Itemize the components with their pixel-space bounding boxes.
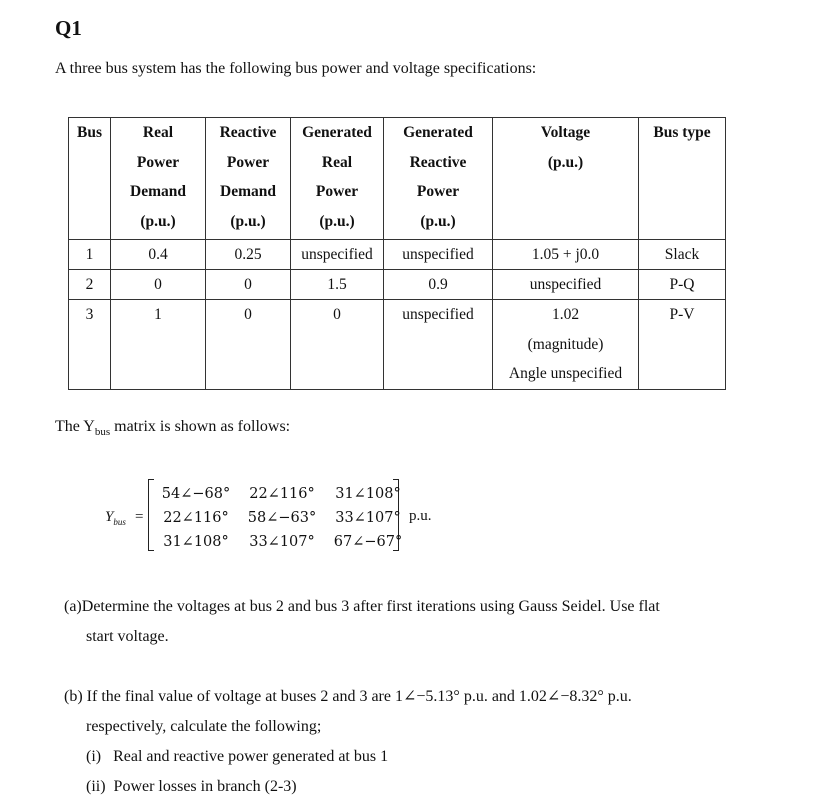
- intro-text: A three bus system has the following bus power and voltage specifications:: [55, 60, 537, 77]
- cell-bus: 1: [69, 240, 111, 270]
- matrix-cell: 31∠108°: [335, 486, 401, 502]
- cell-gen-real: unspecified: [291, 240, 384, 270]
- table-row: [69, 270, 726, 300]
- header-generated-real-power: Generated Real Power (p.u.): [291, 118, 384, 240]
- table-row: [69, 240, 726, 270]
- cell-bus: 3: [69, 300, 111, 390]
- question-title: Q1: [55, 16, 82, 40]
- ybus-symbol: $Y_{bus}$: [105, 509, 126, 527]
- cell-reactive-demand: 0: [206, 300, 291, 390]
- cell-real-demand: 0: [111, 270, 206, 300]
- matrix-cell: 33∠107°: [335, 510, 401, 526]
- table-row: [69, 300, 726, 390]
- cell-real-demand: 1: [111, 300, 206, 390]
- header-bus-type: Bus type: [639, 118, 726, 240]
- cell-gen-reactive: unspecified: [384, 240, 493, 270]
- matrix-row: [155, 531, 409, 553]
- part-a-line-1: (a)Determine the voltages at bus 2 and bus 3 after first iterations using Gauss Seidel. Use flat: [64, 598, 660, 615]
- header-voltage: Voltage (p.u.): [493, 118, 639, 240]
- cell-real-demand: 0.4: [111, 240, 206, 270]
- matrix-cell: 31∠108°: [163, 534, 229, 550]
- cell-bus-type: Slack: [639, 240, 726, 270]
- matrix-unit: p.u.: [409, 508, 432, 524]
- matrix-cell: 22∠116°: [163, 510, 229, 526]
- header-bus: Bus: [69, 118, 111, 240]
- ybus-matrix: [153, 481, 411, 555]
- part-b-sub-i: (i) Real and reactive power generated at bus 1: [86, 748, 389, 765]
- cell-voltage: 1.05 + j0.0: [493, 240, 639, 270]
- matrix-cell: 22∠116°: [249, 486, 315, 502]
- matrix-cell: 54∠−68°: [161, 486, 231, 502]
- part-a-line-2: start voltage.: [86, 628, 169, 645]
- cell-bus-type: P-Q: [639, 270, 726, 300]
- cell-gen-reactive: unspecified: [384, 300, 493, 390]
- matrix-row: [155, 483, 409, 505]
- cell-bus: 2: [69, 270, 111, 300]
- matrix-cell: 67∠−67°: [333, 534, 403, 550]
- voltage-angle-note: Angle unspecified: [508, 365, 623, 382]
- equals-sign: =: [135, 509, 144, 525]
- voltage-magnitude: 1.02: [551, 306, 580, 323]
- part-b-question: [64, 682, 729, 802]
- part-b-sub-ii: (ii) Power losses in branch (2-3): [86, 778, 297, 795]
- header-reactive-power-demand: Reactive Power Demand (p.u.): [206, 118, 291, 240]
- matrix-cell: 58∠−63°: [247, 510, 317, 526]
- cell-reactive-demand: 0.25: [206, 240, 291, 270]
- part-b-line-2: respectively, calculate the following;: [86, 718, 322, 735]
- cell-gen-real: 1.5: [291, 270, 384, 300]
- cell-voltage: [493, 300, 639, 390]
- part-b-line-1: (b) If the final value of voltage at buses 2 and 3 are 1∠−5.13° p.u. and 1.02∠−8.32° p.u.: [64, 688, 632, 705]
- ybus-intro-text: The $Y_{bus}$ matrix is shown as follows:: [55, 418, 291, 439]
- table-header-row: [69, 118, 726, 240]
- cell-gen-reactive: 0.9: [384, 270, 493, 300]
- cell-voltage: unspecified: [493, 270, 639, 300]
- matrix-row: [155, 507, 409, 529]
- header-generated-reactive-power: Generated Reactive Power (p.u.): [384, 118, 493, 240]
- matrix-cell: 33∠107°: [249, 534, 315, 550]
- bus-specification-table: [68, 117, 726, 390]
- cell-reactive-demand: 0: [206, 270, 291, 300]
- voltage-magnitude-note: (magnitude): [527, 335, 604, 353]
- cell-gen-real: 0: [291, 300, 384, 390]
- header-real-power-demand: Real Power Demand (p.u.): [111, 118, 206, 240]
- part-a-question: [64, 592, 729, 652]
- cell-bus-type: P-V: [639, 300, 726, 390]
